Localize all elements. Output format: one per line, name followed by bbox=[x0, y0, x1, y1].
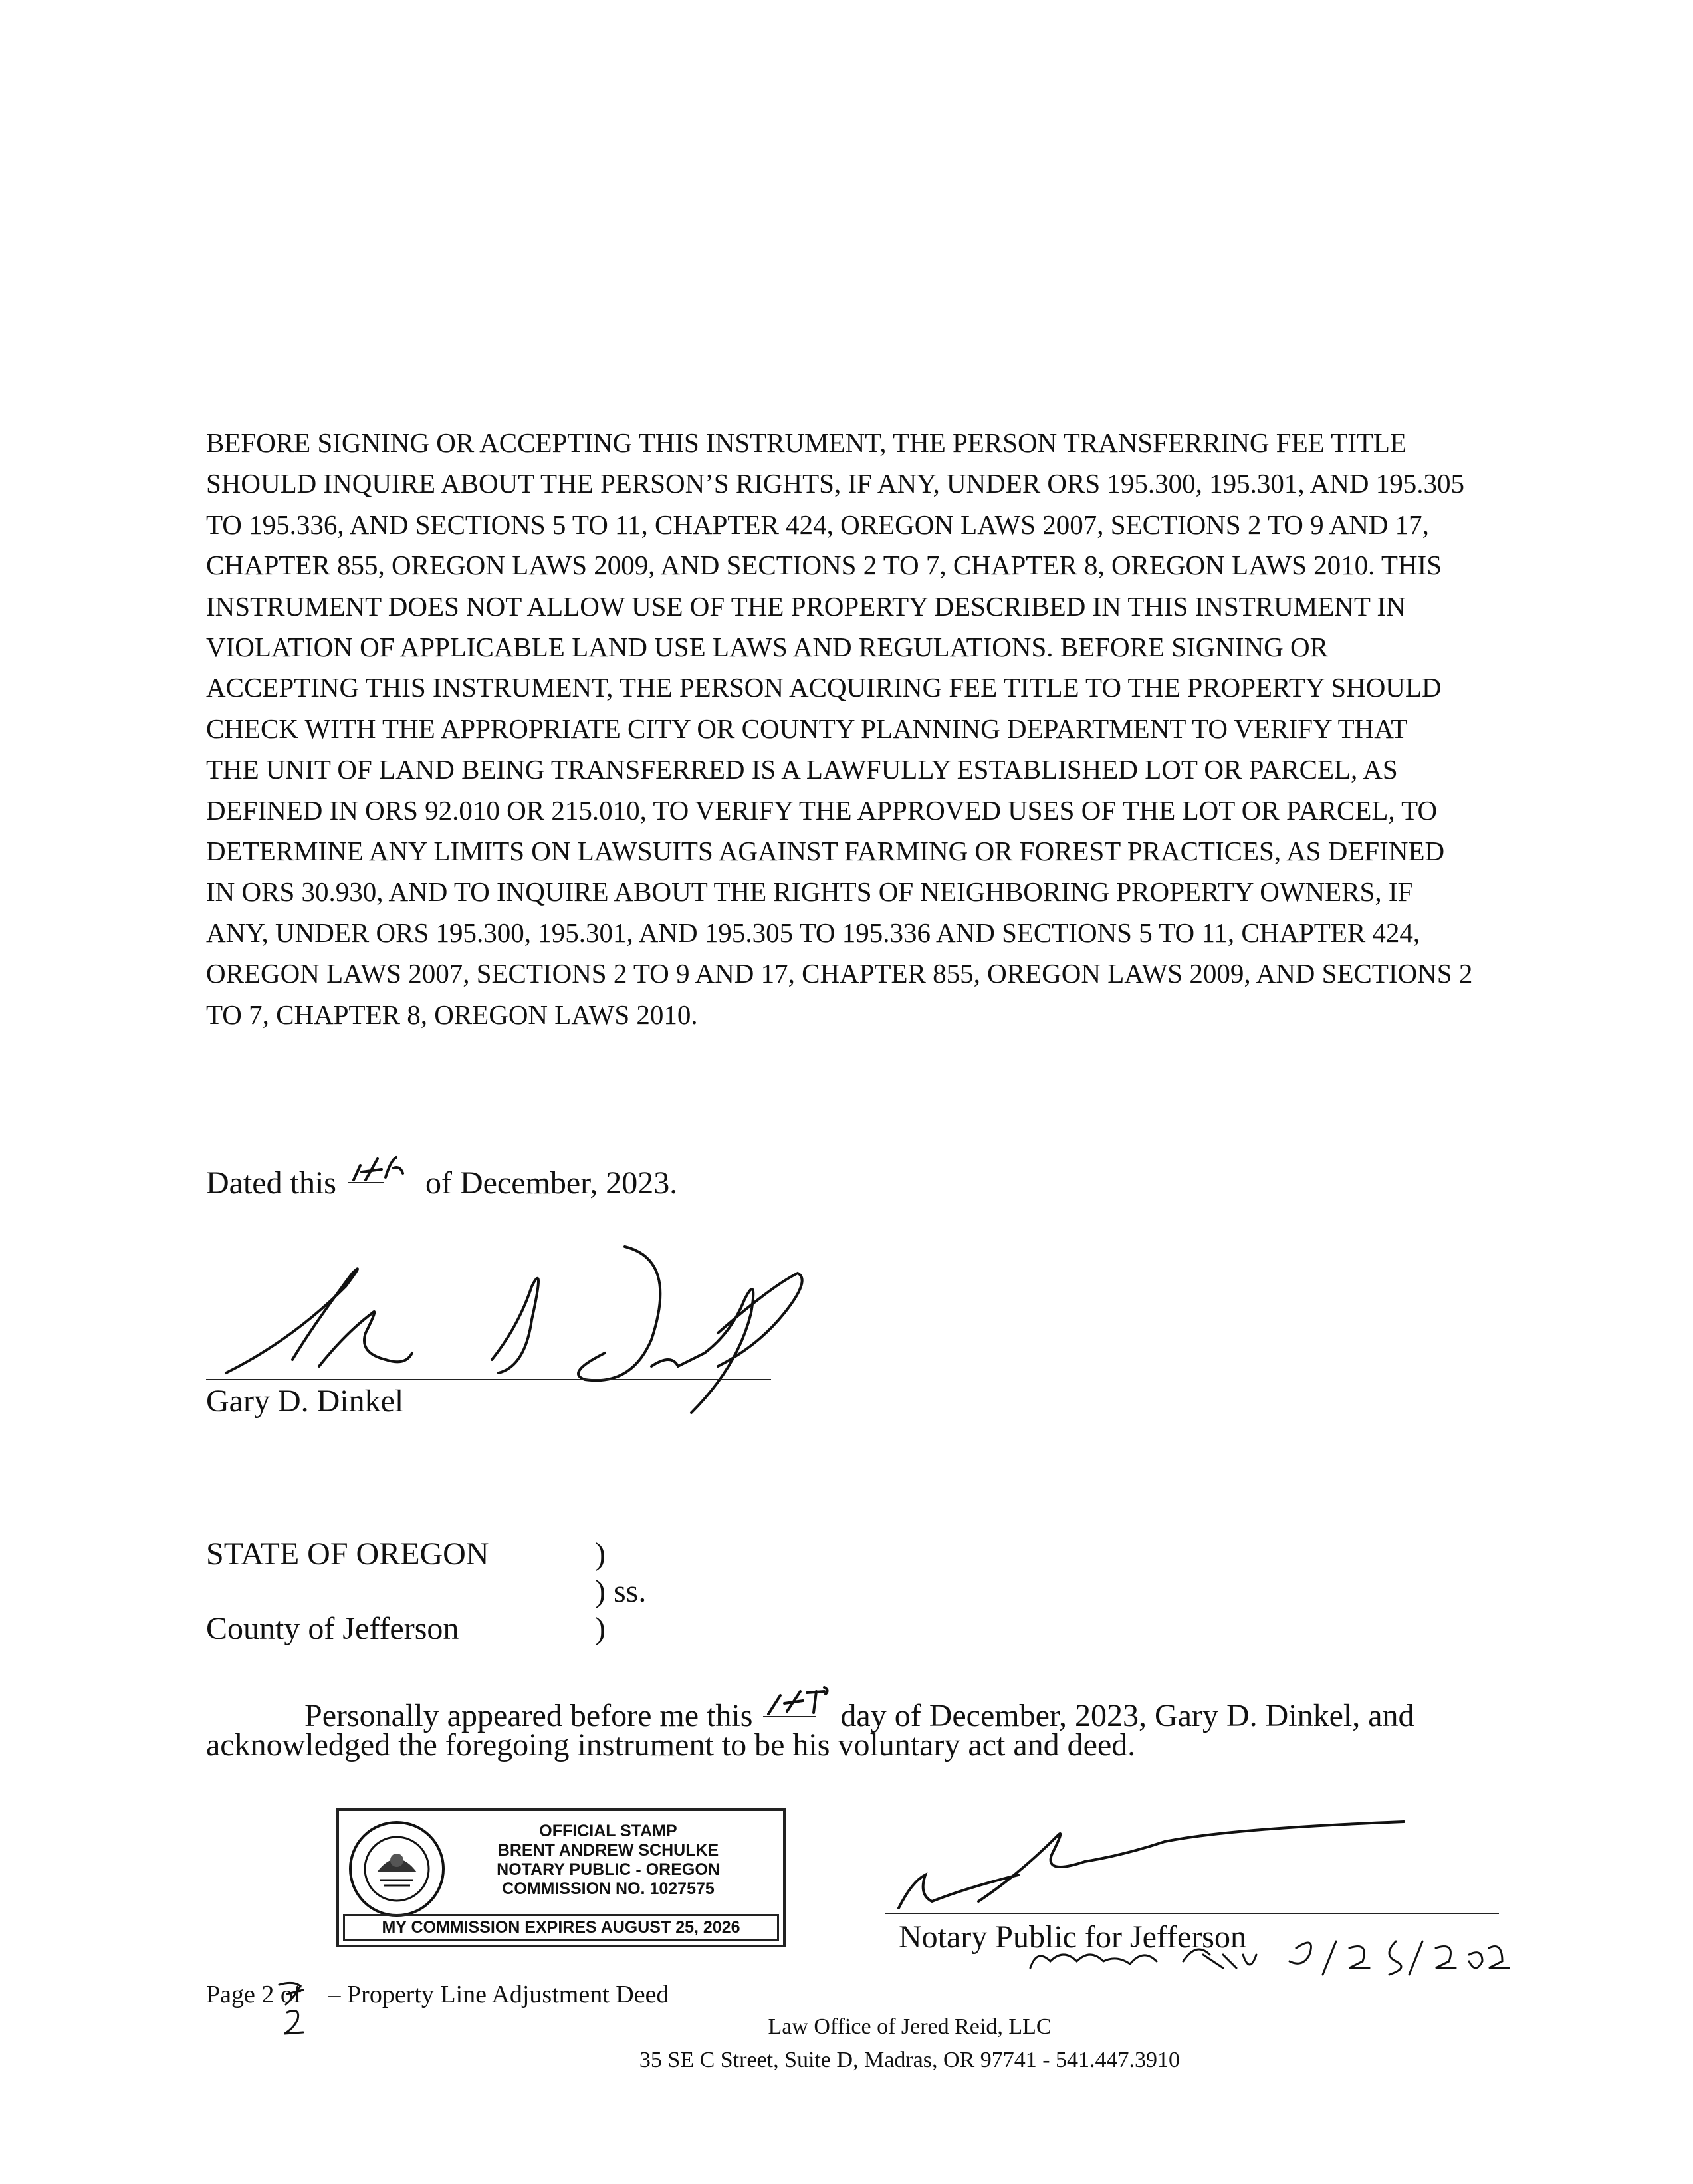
venue-paren: ) bbox=[595, 1536, 606, 1572]
notary-title: Notary Public for Jefferson bbox=[899, 1919, 1246, 1955]
disclaimer-line: TO 195.336, AND SECTIONS 5 TO 11, CHAPTER 424, OREGON LAWS 2007, SECTIONS 2 TO 9 AND 17, bbox=[206, 509, 1429, 540]
footer-firm-name: Law Office of Jered Reid, LLC bbox=[768, 2014, 1052, 2039]
dated-prefix: Dated this bbox=[206, 1165, 336, 1201]
disclaimer-line: CHECK WITH THE APPROPRIATE CITY OR COUNTY PLANNING DEPARTMENT TO VERIFY THAT bbox=[206, 713, 1408, 744]
notary-signature bbox=[885, 1815, 1417, 1921]
acknowledgment-line-2: acknowledged the foregoing instrument to be his voluntary act and deed. bbox=[206, 1727, 1136, 1762]
stamp-notary-name: BRENT ANDREW SCHULKE bbox=[497, 1841, 719, 1860]
venue-county: County of Jefferson bbox=[206, 1611, 459, 1646]
disclaimer-line: VIOLATION OF APPLICABLE LAND USE LAWS AND REGULATIONS. BEFORE SIGNING OR bbox=[206, 632, 1328, 663]
disclaimer-line: IN ORS 30.930, AND TO INQUIRE ABOUT THE RIGHTS OF NEIGHBORING PROPERTY OWNERS, IF bbox=[206, 876, 1413, 908]
page-suffix: – Property Line Adjustment Deed bbox=[328, 1981, 669, 2008]
stamp-notary-title: NOTARY PUBLIC - OREGON bbox=[497, 1860, 720, 1879]
dated-handwritten-day bbox=[344, 1153, 425, 1201]
notary-stamp bbox=[336, 1808, 786, 1947]
stamp-expiration: MY COMMISSION EXPIRES AUGUST 25, 2026 bbox=[343, 1914, 779, 1941]
signature-line bbox=[206, 1379, 771, 1380]
ack-suffix: day of December, 2023, Gary D. Dinkel, and bbox=[840, 1698, 1414, 1733]
disclaimer-line: THE UNIT OF LAND BEING TRANSFERRED IS A LAWFULLY ESTABLISHED LOT OR PARCEL, AS bbox=[206, 754, 1398, 785]
disclaimer-line: ANY, UNDER ORS 195.300, 195.301, AND 195.305 TO 195.336 AND SECTIONS 5 TO 11, CHAPTER 424, bbox=[206, 917, 1420, 948]
signer-name: Gary D. Dinkel bbox=[206, 1384, 404, 1419]
ack-prefix: Personally appeared before me this bbox=[304, 1698, 753, 1733]
handwritten-commission-note bbox=[1024, 1935, 1516, 1981]
venue-ss: ) ss. bbox=[595, 1574, 647, 1609]
state-seal-icon bbox=[347, 1819, 447, 1919]
stamp-heading: OFFICIAL STAMP bbox=[539, 1822, 677, 1840]
disclaimer-line: TO 7, CHAPTER 8, OREGON LAWS 2010. bbox=[206, 999, 698, 1030]
stamp-commission-number: COMMISSION NO. 1027575 bbox=[502, 1880, 715, 1898]
footer-address: 35 SE C Street, Suite D, Madras, OR 97741 - 541.447.3910 bbox=[639, 2048, 1181, 2072]
venue-paren: ) bbox=[595, 1611, 606, 1646]
disclaimer-line: INSTRUMENT DOES NOT ALLOW USE OF THE PROPERTY DESCRIBED IN THIS INSTRUMENT IN bbox=[206, 590, 1406, 622]
disclaimer-line: CHAPTER 855, OREGON LAWS 2009, AND SECTIONS 2 TO 7, CHAPTER 8, OREGON LAWS 2010. THIS bbox=[206, 550, 1442, 581]
disclaimer-line: DETERMINE ANY LIMITS ON LAWSUITS AGAINST FARMING OR FOREST PRACTICES, AS DEFINED bbox=[206, 836, 1445, 867]
dated-line bbox=[206, 1153, 677, 1201]
statutory-disclaimer bbox=[206, 423, 1522, 1035]
handwritten-day-mark bbox=[344, 1153, 425, 1193]
dated-suffix: of December, 2023. bbox=[425, 1165, 678, 1201]
disclaimer-line: DEFINED IN ORS 92.010 OR 215.010, TO VERIFY THE APPROVED USES OF THE LOT OR PARCEL, TO bbox=[206, 794, 1438, 826]
disclaimer-line: ACCEPTING THIS INSTRUMENT, THE PERSON ACQUIRING FEE TITLE TO THE PROPERTY SHOULD bbox=[206, 672, 1442, 703]
stamp-text bbox=[439, 1822, 778, 1899]
disclaimer-line: OREGON LAWS 2007, SECTIONS 2 TO 9 AND 17, CHAPTER 855, OREGON LAWS 2009, AND SECTIONS 2 bbox=[206, 958, 1473, 989]
page-prefix: Page 2 of bbox=[206, 1981, 302, 2008]
notary-signature-line bbox=[885, 1913, 1499, 1914]
handwritten-day-mark bbox=[760, 1686, 840, 1726]
disclaimer-line: BEFORE SIGNING OR ACCEPTING THIS INSTRUMENT, THE PERSON TRANSFERRING FEE TITLE bbox=[206, 427, 1407, 458]
venue-state: STATE OF OREGON bbox=[206, 1536, 489, 1572]
disclaimer-line: SHOULD INQUIRE ABOUT THE PERSON’S RIGHTS, IF ANY, UNDER ORS 195.300, 195.301, AND 195.305 bbox=[206, 468, 1464, 499]
